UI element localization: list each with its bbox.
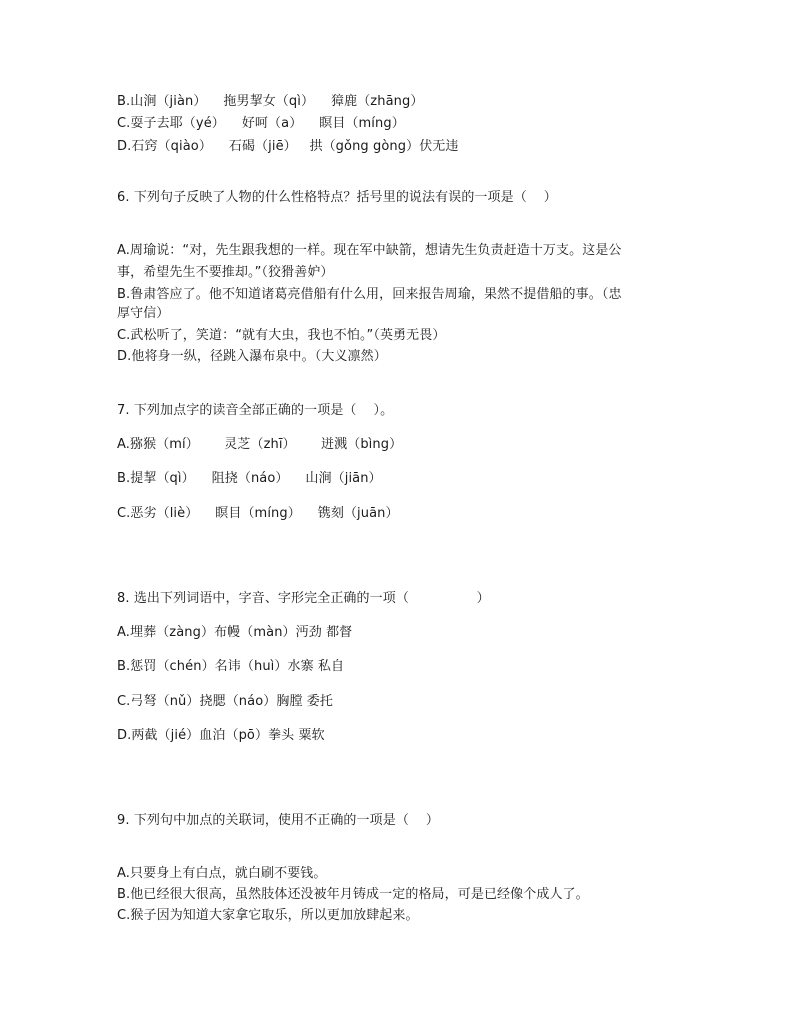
option-7a: A.猕猴（mí） 灵芝（zhī） 迸溅（bìng） xyxy=(117,437,403,452)
option-9a: A.只要身上有白点，就白刷不要钱。 xyxy=(117,866,327,881)
option-8b: B.惩罚（chén）名讳（huì）水寨 私自 xyxy=(117,659,345,674)
question-7: 7. 下列加点字的读音全部正确的一项是（ ）。 xyxy=(117,403,394,418)
option-7c: C.恶劣（liè） 瞑目（míng） 镌刻（juān） xyxy=(117,506,399,521)
option-8d: D.两截（jié）血泊（pō）拳头 粟软 xyxy=(117,728,325,743)
question-9: 9. 下列句中加点的关联词，使用不正确的一项是（ ） xyxy=(117,813,439,828)
option-5d: D.石窍（qiào） 石碣（jiē） 拱（gǒng gòng）伏无违 xyxy=(117,139,459,154)
option-8c: C.弓弩（nǔ）挠腮（náo）胸膛 委托 xyxy=(117,694,333,709)
option-5c: C.耍子去耶（yé） 好呵（a） 瞑目（míng） xyxy=(117,116,405,131)
option-9c: C.猴子因为知道大家拿它取乐，所以更加放肆起来。 xyxy=(117,908,419,923)
question-8: 8. 选出下列词语中，字音、字形完全正确的一项（ ） xyxy=(117,591,490,606)
option-6c: C.武松听了，笑道：“就有大虫，我也不怕。”（英勇无畏） xyxy=(117,328,446,343)
option-6a-line1: A.周瑜说：“对，先生跟我想的一样。现在军中缺箭，想请先生负责赶造十万支。这是公 xyxy=(117,243,622,258)
option-5b: B.山涧（jiàn） 拖男挈女（qì） 獐鹿（zhāng） xyxy=(117,94,424,109)
option-9b: B.他已经很大很高，虽然肢体还没被年月铸成一定的格局，可是已经像个成人了。 xyxy=(117,887,589,902)
question-6: 6. 下列句子反映了人物的什么性格特点？括号里的说法有误的一项是（ ） xyxy=(117,190,557,205)
option-6a-line2: 事，希望先生不要推却。”（狡猾善妒） xyxy=(117,265,334,280)
option-6d: D.他将身一纵，径跳入瀑布泉中。（大义凛然） xyxy=(117,349,387,364)
option-6b-line1: B.鲁肃答应了。他不知道诸葛亮借船有什么用，回来报告周瑜，果然不提借船的事。（忠 xyxy=(117,287,622,302)
option-6b-line2: 厚守信） xyxy=(117,306,170,321)
option-7b: B.提挈（qì） 阻挠（náo） 山涧（jiān） xyxy=(117,471,382,486)
option-8a: A.埋葬（zàng）布幔（màn）沔劲 都督 xyxy=(117,625,353,640)
